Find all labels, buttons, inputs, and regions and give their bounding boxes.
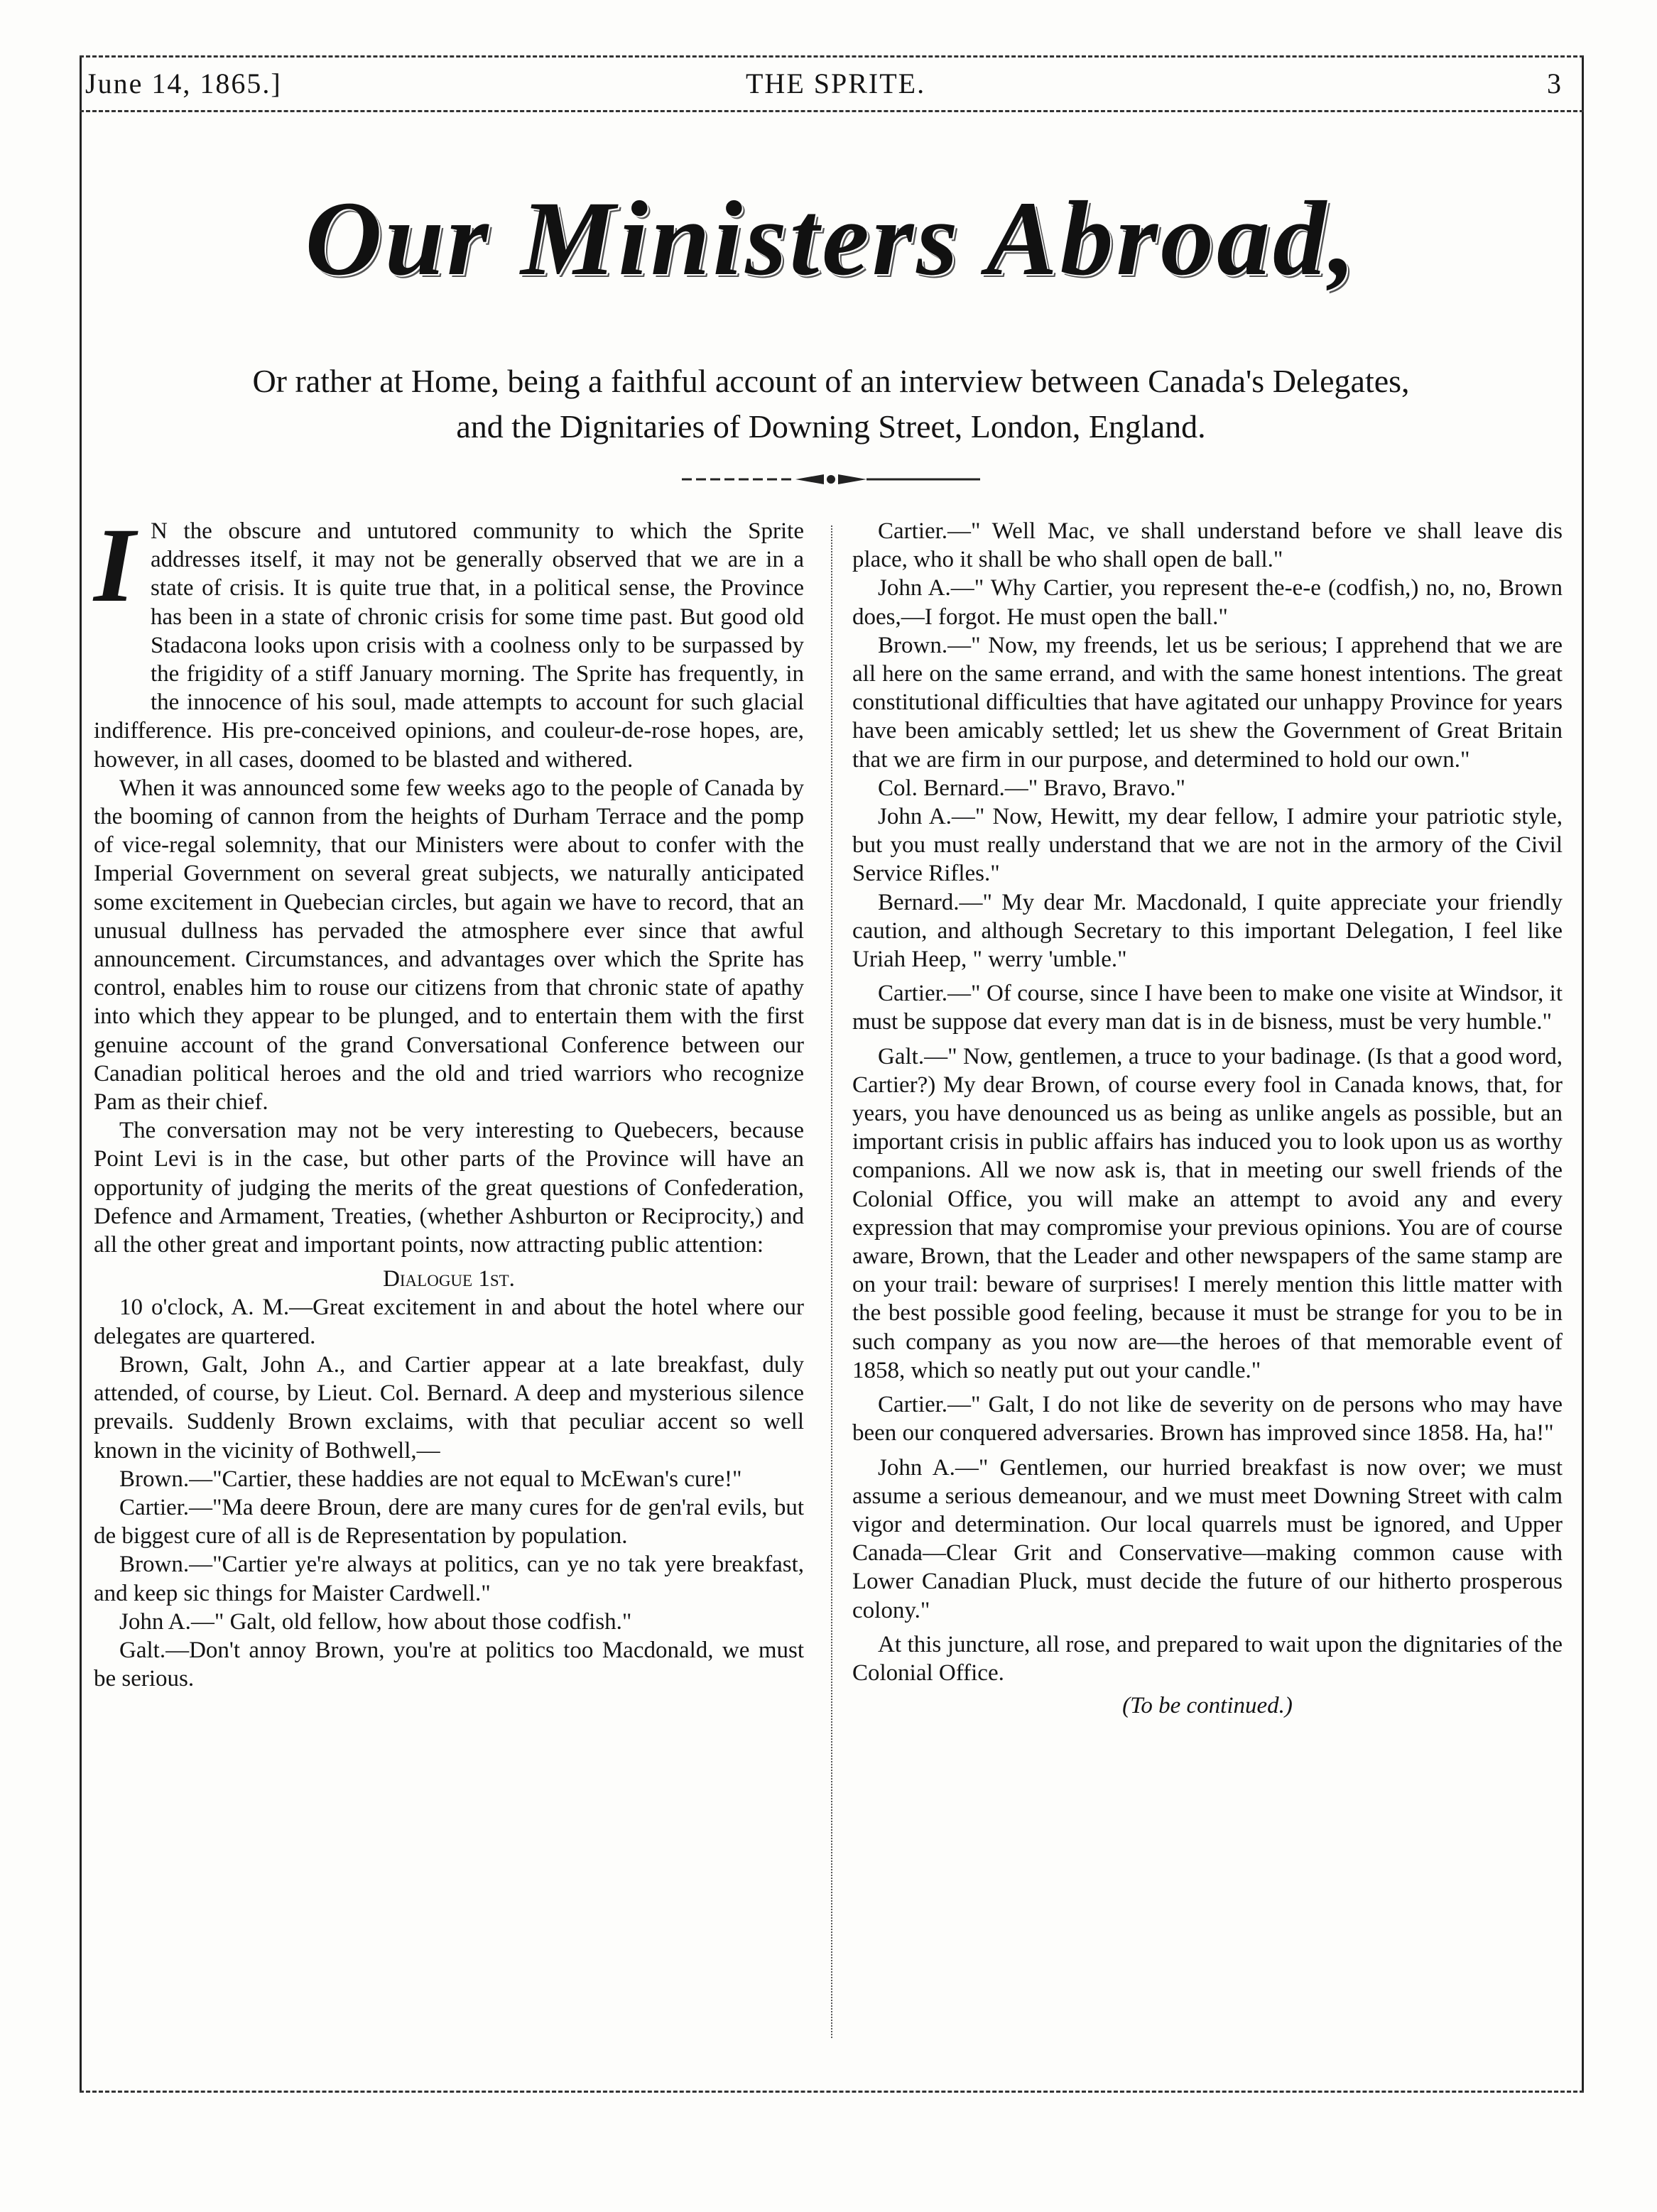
paragraph: Brown.—"Cartier ye're always at politics, can ye no tak yere breakfast, and keep sic things for Maister Cardwell." (94, 1552, 804, 1606)
subtitle-line-1: Or rather at Home, being a faithful account of an interview between Canada's Delegates, (252, 363, 1410, 399)
paragraph: At this juncture, all rose, and prepared to wait upon the dignitaries of the Colonial Office. (852, 1631, 1563, 1686)
paragraph: When it was announced some few weeks ago to the people of Canada by the booming of cannon from the heights of Durham Terrace and the pomp of vice-regal solemnity, that our Ministers were about to confer with the Imperial Government on several great subjects, we naturally anticipated some excitement in Quebecian circles, but again we have to record, that an unusual dullness has pervaded the atmosphere ever since that awful announcement. Circumstances, and advantages over which the Sprite has control, enables him to rouse our citizens from that chronic state of apathy into which they appear to be plunged, and to entertain them with the first genuine account of the grand Conversational Conference between our Canadian political heroes and the old and tried warriors who recognize Pam as their chief. (94, 775, 804, 1116)
paragraph: John A.—" Now, Hewitt, my dear fellow, I admire your patriotic style, but you must really understand that we are not in the armory of the Civil Service Rifles." (852, 804, 1563, 887)
paragraph: Cartier.—"Ma deere Broun, dere are many cures for de gen'ral evils, but de biggest cure of all is de Representation by population. (94, 1494, 804, 1549)
paragraph: Cartier.—" Galt, I do not like de severity on de persons who may have been our conquered adversaries. Brown has improved since 1858. Ha, ha!" (852, 1392, 1563, 1446)
article-title: Our Ministers Abroad, (305, 180, 1359, 298)
page-number: 3 (1547, 67, 1563, 99)
paragraph: 10 o'clock, A. M.—Great excitement in and about the hotel where our delegates are quartered. (94, 1295, 804, 1349)
top-rule (80, 55, 1584, 58)
paragraph: Brown, Galt, John A., and Cartier appear at a late breakfast, duly attended, of course, by Lieut. Col. Bernard. A deep and mysterious silence prevails. Suddenly Brown exclaims, with that peculiar accent so well known in the vicinity of Bothwell,— (94, 1351, 804, 1464)
column-divider (831, 525, 832, 2038)
right-column (852, 517, 1563, 1720)
ornament-divider (682, 469, 980, 490)
paragraph: Galt.—" Now, gentlemen, a truce to your badinage. (Is that a good word, Cartier?) My dear Brown, of course every fool in Canada knows, that, for years, you have denounced us as being as unlike angels as possible, but an important crisis in public affairs has induced you to look upon us as worthy companions. All we now ask is, that in meeting our swell friends of the Colonial Office, you will make an attempt to avoid any and every expression that may compromise your previous opinions. You are of course aware, Brown, that the Leader and other newspapers of the same stamp are on your trail: beware of surprises! I merely mention this little matter with the best possible good feeling, because it must be strange for you to be in such company as you now are—the heroes of that memorable event of 1858, which so neatly put out your candle." (852, 1043, 1563, 1383)
subtitle-line-2: and the Dignitaries of Downing Street, London, England. (456, 408, 1206, 445)
to-be-continued: (To be continued.) (1122, 1693, 1293, 1719)
bottom-rule (80, 2091, 1584, 2093)
paragraph: Brown.—"Cartier, these haddies are not equal to McEwan's cure!" (119, 1466, 742, 1492)
paragraph: John A.—" Why Cartier, you represent the-e-e (codfish,) no, no, Brown does,—I forgot. He must open the ball." (852, 575, 1563, 630)
article-subtitle (114, 359, 1548, 450)
paragraph: The conversation may not be very interesting to Quebecers, because Point Levi is in the case, but other parts of the Province will have an opportunity of judging the merits of the great questions of Confederation, Defence and Armament, Treaties, (whether Ashburton or Reciprocity,) and all the other great and important points, now attracting public attention: (94, 1118, 804, 1258)
paragraph: John A.—" Gentlemen, our hurried breakfast is now over; we must assume a serious demeanour, and we must meet Downing Street with calm vigor and determination. Our local quarrels must be ignored, and Upper Canada—Clear Grit and Conservative—making common cause with Lower Canadian Pluck, must decide the future of our hitherto prosperous colony." (852, 1454, 1563, 1623)
paragraph: Galt.—Don't annoy Brown, you're at politics too Macdonald, we must be serious. (94, 1637, 804, 1692)
paragraph: N the obscure and untutored community to which the Sprite addresses itself, it may not be generally observed that we are in a state of crisis. It is quite true that, in a political sense, the Province has been in a state of chronic crisis for some time past. But good old Stadacona looks upon crisis with a coolness only to be surpassed by the frigidity of a stiff January morning. The Sprite has frequently, in the innocence of his soul, made attempts to account for such glacial indifference. His pre-conceived opinions, and couleur-de-rose hopes, are, however, in all cases, doomed to be blasted and withered. (94, 518, 804, 773)
paragraph: Bernard.—" My dear Mr. Macdonald, I quite appreciate your friendly caution, and although Secretary to this important Delegation, I feel like Uriah Heep, " werry 'umble." (852, 889, 1563, 973)
publication-name: THE SPRITE. (746, 67, 926, 99)
paragraph: Brown.—" Now, my freends, let us be serious; I apprehend that we are all here on the same errand, and with the same honest intentions. The great constitutional difficulties that have agitated our unhappy Province for years have been amicably settled; let us shew the Government of Great Britain that we are firm in our purpose, and determined to hold our own." (852, 632, 1563, 773)
running-head (85, 62, 1577, 112)
left-column (94, 506, 804, 1693)
drop-cap: I (94, 506, 136, 624)
paragraph: Cartier.—" Of course, since I have been to make one visite at Windsor, it must be suppose dat every man dat is in de bisness, must be very humble." (852, 981, 1563, 1035)
paragraph: Cartier.—" Well Mac, ve shall understand before ve shall leave dis place, who it shall be who shall open de ball." (852, 518, 1563, 573)
issue-date: June 14, 1865.] (85, 67, 282, 99)
paragraph: John A.—" Galt, old fellow, how about those codfish." (119, 1608, 632, 1635)
paragraph: Col. Bernard.—" Bravo, Bravo." (878, 775, 1185, 801)
dialogue-heading: Dialogue 1st. (383, 1266, 515, 1292)
